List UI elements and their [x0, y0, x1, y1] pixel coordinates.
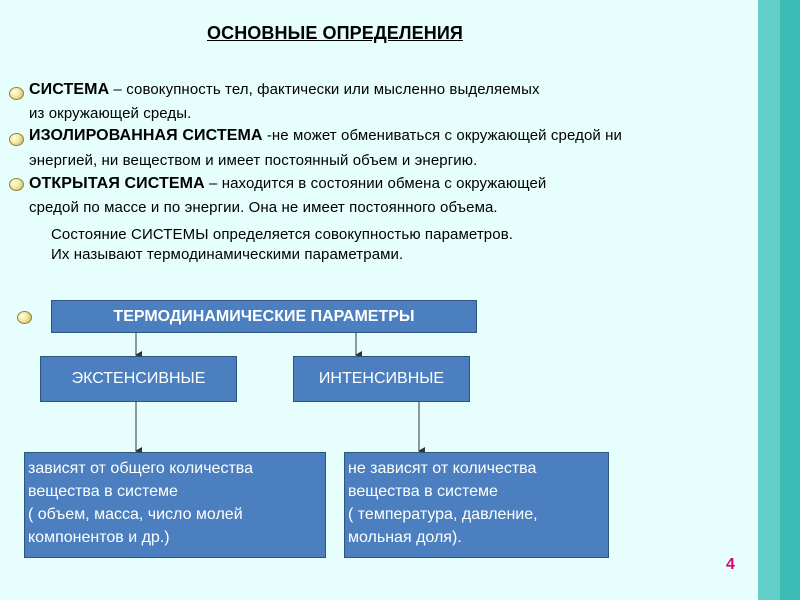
extensive-desc-line: ( объем, масса, число молей	[28, 506, 243, 523]
thermo-params-box: ТЕРМОДИНАМИЧЕСКИЕ ПАРАМЕТРЫ	[51, 300, 477, 333]
extensive-desc-line: зависят от общего количества	[28, 460, 253, 477]
definition-sistema-text1: – совокупность тел, фактически или мысленно выделяемых	[109, 81, 540, 98]
definition-sistema-line2: из окружающей среды.	[29, 105, 192, 122]
page-number: 4	[726, 556, 735, 573]
term-otkryt: ОТКРЫТАЯ СИСТЕМА	[29, 175, 205, 192]
intensive-desc-line: мольная доля).	[348, 529, 462, 546]
definition-otkryt-text1: – находится в состоянии обмена с окружающей	[204, 175, 547, 192]
definition-otkryt-line2: средой по массе и по энергии. Она не имеет постоянного объема.	[29, 199, 498, 216]
extensive-desc-line: вещества в системе	[28, 483, 178, 500]
state-note-line2: Их называют термодинамическими параметрами.	[51, 246, 404, 263]
intensive-description-box	[344, 452, 609, 558]
definition-izolir-text1: -не может обмениваться с окружающей средой ни	[262, 127, 622, 144]
intensive-box: ИНТЕНСИВНЫЕ	[293, 356, 470, 402]
intensive-desc-line: ( температура, давление,	[348, 506, 538, 523]
definition-izolir-line2: энергией, ни веществом и имеет постоянный объем и энергию.	[29, 152, 478, 169]
page-title: ОСНОВНЫЕ ОПРЕДЕЛЕНИЯ	[207, 23, 463, 43]
intensive-desc-line: вещества в системе	[348, 483, 498, 500]
extensive-desc-line: компонентов и др.)	[28, 529, 170, 546]
state-note-line1: Состояние СИСТЕМЫ определяется совокупностью параметров.	[51, 226, 514, 243]
extensive-box: ЭКСТЕНСИВНЫЕ	[40, 356, 237, 402]
term-sistema: СИСТЕМА	[29, 81, 110, 98]
extensive-description-box	[24, 452, 326, 558]
term-izolir: ИЗОЛИРОВАННАЯ СИСТЕМА	[29, 127, 263, 144]
intensive-desc-line: не зависят от количества	[348, 460, 537, 477]
